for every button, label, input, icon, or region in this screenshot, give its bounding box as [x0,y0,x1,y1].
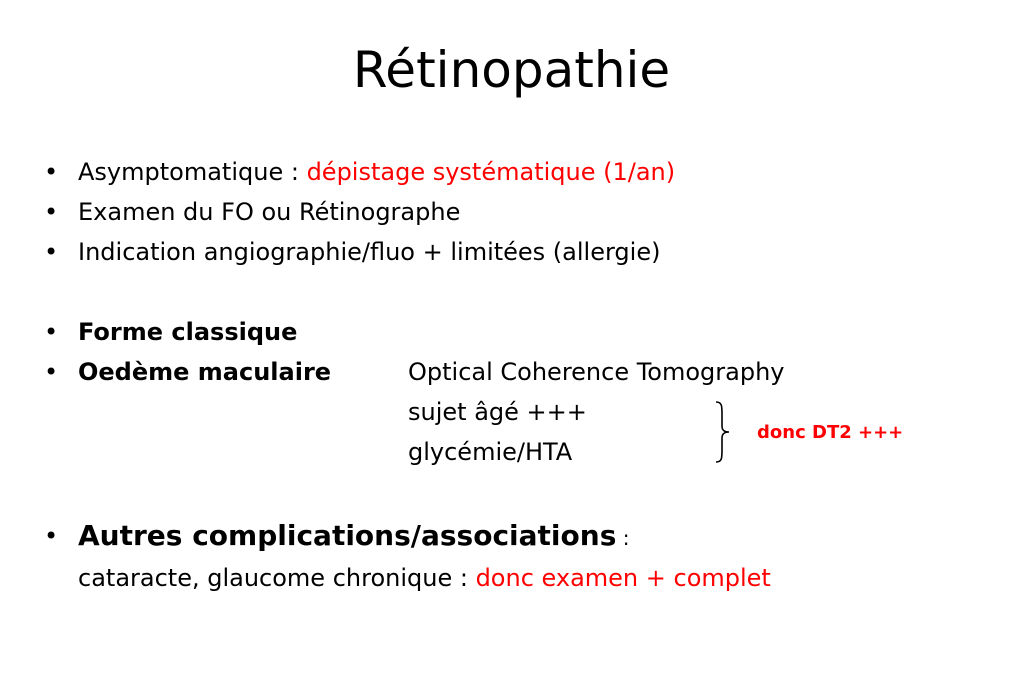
bullet-dot: • [44,238,59,266]
oct-detail: Optical Coherence Tomography [408,358,785,386]
bullet-label: Oedème maculaire [78,358,332,386]
detail-line-age: sujet âgé +++ [408,398,587,426]
detail-line-glycemie: glycémie/HTA [408,438,573,466]
sub-label: cataracte, glaucome chronique : [78,564,476,592]
bullet-dot: • [44,318,59,346]
slide-title: Rétinopathie [352,41,671,99]
bullet-label: Examen du FO ou Rétinographe [78,198,461,226]
sub-highlight: donc examen + complet [475,564,771,592]
bullet-dot: • [44,158,59,186]
bullet-label: Forme classique [78,318,298,346]
bullet-highlight: dépistage systématique (1/an) [306,158,676,186]
right-brace-icon [712,400,736,464]
bullet-label: Asymptomatique : [78,158,307,186]
bullet-dot: • [44,198,59,226]
bullet-dot: • [44,358,59,386]
bullet-suffix: : [616,526,630,550]
bullet-dot: • [44,522,59,550]
bullet-label: Indication angiographie/fluo + limitées (allergie) [78,238,661,266]
brace-note: donc DT2 +++ [757,422,904,443]
bullet-label: Autres complications/associations [78,519,617,552]
